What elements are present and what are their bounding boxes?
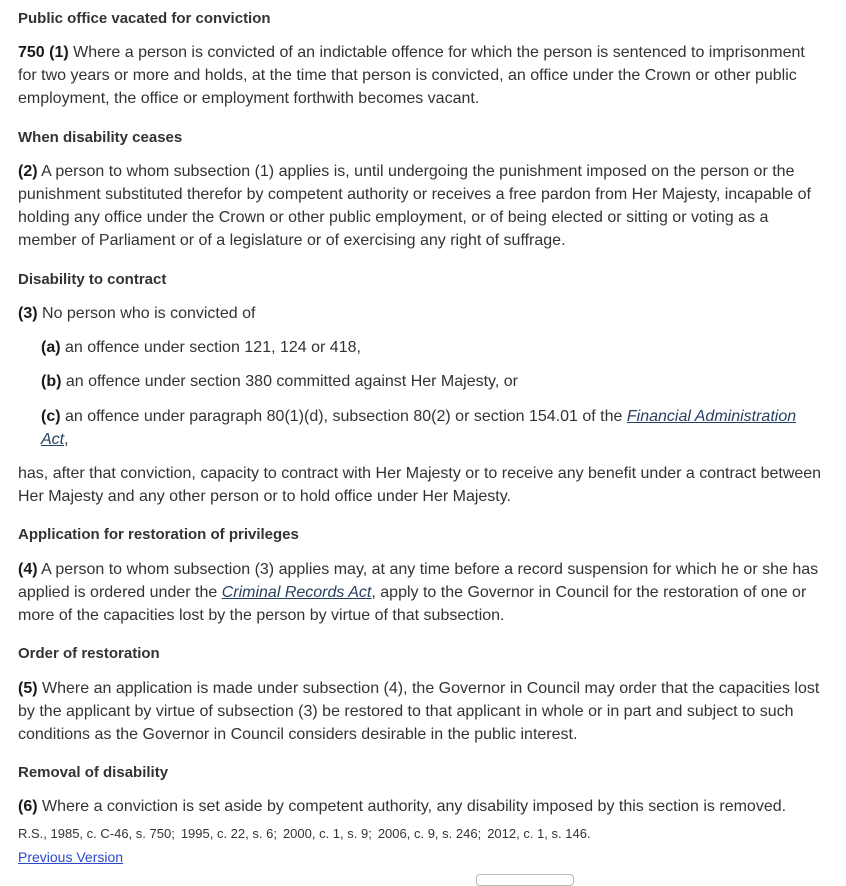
subsection-text: No person who is convicted of bbox=[37, 305, 256, 322]
subsection-text: Where an application is made under subsection (4), the Governor in Council may order that the capacities lost by the applicant by virtue of subsection (3) be restored to that applicant in whole or in part and subject to such conditions as the Governor in Council considers desirable in the public interest. bbox=[18, 680, 820, 743]
subsection-text: Where a person is convicted of an indictable offence for which the person is sentenced to imprisonment for two years or more and holds, at the time that person is convicted, an office under the Crown or other public employment, the office or employment forthwith becomes vacant. bbox=[18, 44, 805, 107]
subsection-text: A person to whom subsection (3) applies may, at any time before a record suspension for which he or she has applied is ordered under the bbox=[18, 561, 819, 601]
subsection-number: (4) bbox=[18, 561, 38, 578]
subsection-3 bbox=[18, 302, 818, 325]
paragraph-label: (c) bbox=[41, 408, 61, 425]
subsection-6 bbox=[18, 795, 828, 818]
subsection-5 bbox=[18, 677, 823, 746]
subsection-3-continuation: has, after that conviction, capacity to contract with Her Majesty or to receive any benefit under a contract between Her Majesty and any other person or to hold office under Her Majesty. bbox=[18, 465, 822, 505]
subsection-text: Where a conviction is set aside by competent authority, any disability imposed by this section is removed. bbox=[37, 798, 787, 815]
section-heading: Order of restoration bbox=[18, 645, 160, 662]
partial-button[interactable] bbox=[476, 874, 574, 886]
history-citation: 2012, c. 1, s. 146. bbox=[487, 826, 591, 841]
section-heading: Disability to contract bbox=[18, 271, 167, 288]
history-citation: R.S., 1985, c. C-46, s. 750; bbox=[18, 826, 175, 841]
subsection-number: 750 (1) bbox=[18, 44, 69, 61]
section-heading: When disability ceases bbox=[18, 129, 183, 146]
history-note bbox=[18, 825, 828, 843]
paragraph-text: an offence under section 121, 124 or 418, bbox=[60, 339, 361, 356]
section-heading: Removal of disability bbox=[18, 764, 169, 781]
history-citation: 1995, c. 22, s. 6; bbox=[180, 826, 277, 841]
paragraph-b bbox=[18, 370, 818, 393]
subsection-number: (5) bbox=[18, 680, 38, 697]
paragraph-c bbox=[18, 405, 818, 451]
paragraph-text: an offence under section 380 committed against Her Majesty, or bbox=[61, 373, 518, 390]
previous-version-link[interactable]: Previous Version bbox=[18, 849, 124, 865]
history-citation: 2006, c. 9, s. 246; bbox=[377, 826, 482, 841]
section-heading: Application for restoration of privileges bbox=[18, 526, 299, 543]
section-heading: Public office vacated for conviction bbox=[18, 10, 271, 27]
paragraph-text: an offence under paragraph 80(1)(d), subsection 80(2) or section 154.01 of the bbox=[60, 408, 627, 425]
subsection-number: (6) bbox=[18, 798, 38, 815]
paragraph-text-end: , bbox=[64, 431, 69, 448]
subsection-number: (2) bbox=[18, 163, 38, 180]
subsection-text: A person to whom subsection (1) applies is, until undergoing the punishment imposed on the person or the punishment substituted therefor by competent authority or receives a free pardon from Her Majesty, incapable of holding any office under the Crown or other public employment, or of being elected or sitting or voting as a member of Parliament or of a legislature or of exercising any right of suffrage. bbox=[18, 163, 811, 249]
subsection-2 bbox=[18, 160, 818, 252]
criminal-records-act-link[interactable]: Criminal Records Act bbox=[221, 584, 372, 601]
subsection-text-end: , apply to the Governor in Council for the restoration of one or more of the capacities lost by the person by virtue of that subsection. bbox=[18, 584, 807, 624]
paragraph-a bbox=[18, 336, 818, 359]
subsection-number: (3) bbox=[18, 305, 38, 322]
paragraph-label: (a) bbox=[41, 339, 61, 356]
financial-administration-act-link[interactable]: Financial Administration Act bbox=[41, 408, 797, 448]
paragraph-label: (b) bbox=[41, 373, 62, 390]
subsection-4 bbox=[18, 558, 823, 627]
history-citation: 2000, c. 1, s. 9; bbox=[282, 826, 372, 841]
subsection-1 bbox=[18, 41, 818, 110]
